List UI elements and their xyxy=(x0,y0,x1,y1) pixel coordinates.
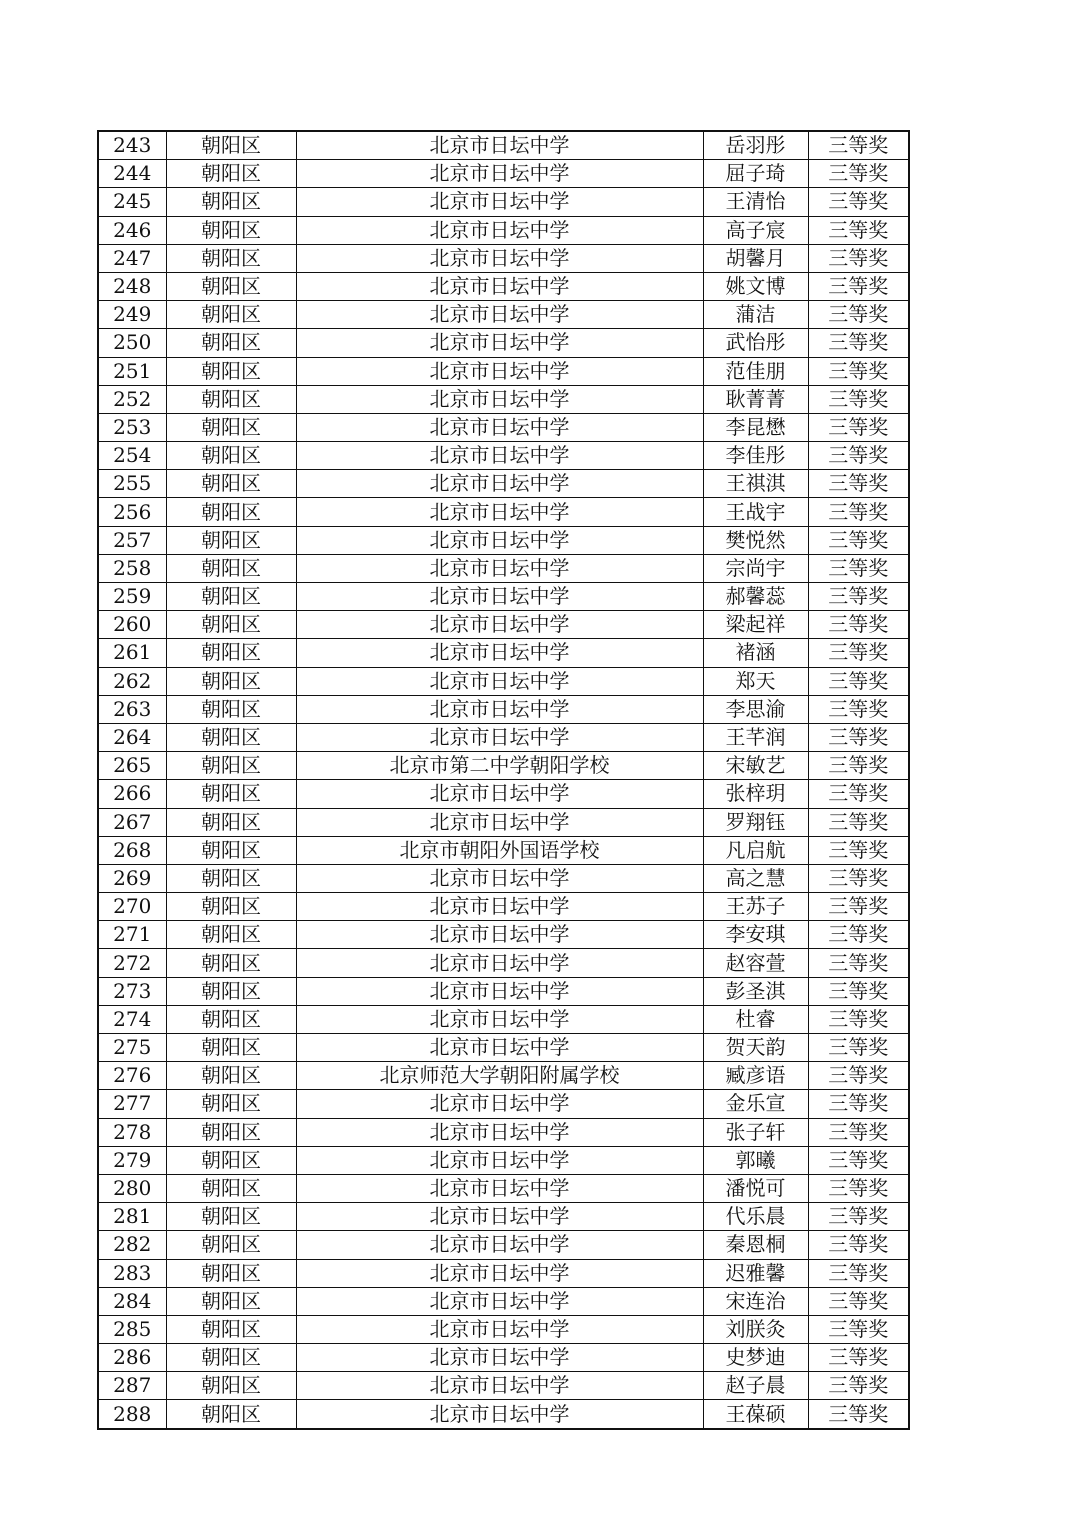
table-row xyxy=(98,1090,909,1118)
school-cell: 北京市日坛中学 xyxy=(296,1034,703,1062)
student-name-cell: 胡馨月 xyxy=(703,244,808,272)
table-row xyxy=(98,864,909,892)
district-cell: 朝阳区 xyxy=(166,752,296,780)
award-cell: 三等奖 xyxy=(808,752,909,780)
table-row xyxy=(98,977,909,1005)
row-number-cell: 254 xyxy=(98,442,166,470)
table-row xyxy=(98,752,909,780)
table-row xyxy=(98,1203,909,1231)
school-cell: 北京市日坛中学 xyxy=(296,1400,703,1429)
row-number-cell: 280 xyxy=(98,1174,166,1202)
row-number-cell: 278 xyxy=(98,1118,166,1146)
district-cell: 朝阳区 xyxy=(166,780,296,808)
table-row xyxy=(98,667,909,695)
table-row xyxy=(98,639,909,667)
award-cell: 三等奖 xyxy=(808,1062,909,1090)
table-row xyxy=(98,1034,909,1062)
student-name-cell: 王芊润 xyxy=(703,723,808,751)
district-cell: 朝阳区 xyxy=(166,188,296,216)
table-row xyxy=(98,1400,909,1429)
award-cell: 三等奖 xyxy=(808,385,909,413)
award-cell: 三等奖 xyxy=(808,554,909,582)
student-name-cell: 王战宇 xyxy=(703,498,808,526)
school-cell: 北京市日坛中学 xyxy=(296,131,703,160)
award-cell: 三等奖 xyxy=(808,413,909,441)
row-number-cell: 283 xyxy=(98,1259,166,1287)
award-table xyxy=(97,130,910,1430)
award-cell: 三等奖 xyxy=(808,611,909,639)
district-cell: 朝阳区 xyxy=(166,583,296,611)
school-cell: 北京市日坛中学 xyxy=(296,1090,703,1118)
school-cell: 北京市日坛中学 xyxy=(296,639,703,667)
district-cell: 朝阳区 xyxy=(166,216,296,244)
school-cell: 北京市日坛中学 xyxy=(296,1344,703,1372)
award-cell: 三等奖 xyxy=(808,1034,909,1062)
student-name-cell: 梁起祥 xyxy=(703,611,808,639)
table-row xyxy=(98,1259,909,1287)
school-cell: 北京市日坛中学 xyxy=(296,301,703,329)
student-name-cell: 罗翔钰 xyxy=(703,808,808,836)
award-cell: 三等奖 xyxy=(808,836,909,864)
table-row xyxy=(98,808,909,836)
school-cell: 北京市日坛中学 xyxy=(296,1259,703,1287)
table-row xyxy=(98,131,909,160)
district-cell: 朝阳区 xyxy=(166,1146,296,1174)
school-cell: 北京市日坛中学 xyxy=(296,554,703,582)
row-number-cell: 258 xyxy=(98,554,166,582)
district-cell: 朝阳区 xyxy=(166,1005,296,1033)
award-cell: 三等奖 xyxy=(808,470,909,498)
table-row xyxy=(98,780,909,808)
award-cell: 三等奖 xyxy=(808,160,909,188)
school-cell: 北京市日坛中学 xyxy=(296,498,703,526)
award-cell: 三等奖 xyxy=(808,780,909,808)
row-number-cell: 287 xyxy=(98,1372,166,1400)
award-cell: 三等奖 xyxy=(808,1400,909,1429)
district-cell: 朝阳区 xyxy=(166,442,296,470)
district-cell: 朝阳区 xyxy=(166,357,296,385)
school-cell: 北京市日坛中学 xyxy=(296,357,703,385)
row-number-cell: 251 xyxy=(98,357,166,385)
school-cell: 北京市日坛中学 xyxy=(296,1203,703,1231)
student-name-cell: 王清怡 xyxy=(703,188,808,216)
district-cell: 朝阳区 xyxy=(166,498,296,526)
row-number-cell: 256 xyxy=(98,498,166,526)
row-number-cell: 245 xyxy=(98,188,166,216)
school-cell: 北京市日坛中学 xyxy=(296,780,703,808)
school-cell: 北京师范大学朝阳附属学校 xyxy=(296,1062,703,1090)
table-row xyxy=(98,554,909,582)
district-cell: 朝阳区 xyxy=(166,836,296,864)
school-cell: 北京市日坛中学 xyxy=(296,611,703,639)
school-cell: 北京市日坛中学 xyxy=(296,272,703,300)
award-cell: 三等奖 xyxy=(808,1174,909,1202)
row-number-cell: 272 xyxy=(98,949,166,977)
award-cell: 三等奖 xyxy=(808,667,909,695)
student-name-cell: 耿菁菁 xyxy=(703,385,808,413)
school-cell: 北京市日坛中学 xyxy=(296,1315,703,1343)
table-row xyxy=(98,695,909,723)
school-cell: 北京市日坛中学 xyxy=(296,385,703,413)
school-cell: 北京市日坛中学 xyxy=(296,329,703,357)
student-name-cell: 王苏子 xyxy=(703,893,808,921)
table-row xyxy=(98,1315,909,1343)
row-number-cell: 264 xyxy=(98,723,166,751)
row-number-cell: 271 xyxy=(98,921,166,949)
award-cell: 三等奖 xyxy=(808,921,909,949)
student-name-cell: 高之慧 xyxy=(703,864,808,892)
student-name-cell: 史梦迪 xyxy=(703,1344,808,1372)
award-cell: 三等奖 xyxy=(808,1315,909,1343)
student-name-cell: 杜睿 xyxy=(703,1005,808,1033)
table-row xyxy=(98,272,909,300)
student-name-cell: 潘悦可 xyxy=(703,1174,808,1202)
row-number-cell: 247 xyxy=(98,244,166,272)
award-cell: 三等奖 xyxy=(808,808,909,836)
district-cell: 朝阳区 xyxy=(166,272,296,300)
student-name-cell: 屈子琦 xyxy=(703,160,808,188)
school-cell: 北京市日坛中学 xyxy=(296,1287,703,1315)
table-row xyxy=(98,949,909,977)
table-row xyxy=(98,583,909,611)
award-cell: 三等奖 xyxy=(808,526,909,554)
table-row xyxy=(98,921,909,949)
row-number-cell: 266 xyxy=(98,780,166,808)
school-cell: 北京市日坛中学 xyxy=(296,244,703,272)
school-cell: 北京市日坛中学 xyxy=(296,977,703,1005)
table-row xyxy=(98,1344,909,1372)
table-row xyxy=(98,723,909,751)
district-cell: 朝阳区 xyxy=(166,1062,296,1090)
student-name-cell: 李佳彤 xyxy=(703,442,808,470)
student-name-cell: 金乐宣 xyxy=(703,1090,808,1118)
award-cell: 三等奖 xyxy=(808,272,909,300)
table-row xyxy=(98,893,909,921)
district-cell: 朝阳区 xyxy=(166,1315,296,1343)
district-cell: 朝阳区 xyxy=(166,611,296,639)
student-name-cell: 臧彦语 xyxy=(703,1062,808,1090)
school-cell: 北京市日坛中学 xyxy=(296,188,703,216)
school-cell: 北京市日坛中学 xyxy=(296,442,703,470)
school-cell: 北京市日坛中学 xyxy=(296,864,703,892)
award-cell: 三等奖 xyxy=(808,1118,909,1146)
award-cell: 三等奖 xyxy=(808,1203,909,1231)
table-row xyxy=(98,216,909,244)
row-number-cell: 252 xyxy=(98,385,166,413)
student-name-cell: 郭曦 xyxy=(703,1146,808,1174)
district-cell: 朝阳区 xyxy=(166,695,296,723)
award-cell: 三等奖 xyxy=(808,357,909,385)
row-number-cell: 269 xyxy=(98,864,166,892)
row-number-cell: 276 xyxy=(98,1062,166,1090)
school-cell: 北京市日坛中学 xyxy=(296,1174,703,1202)
student-name-cell: 刘朕灸 xyxy=(703,1315,808,1343)
table-row xyxy=(98,1231,909,1259)
table-row xyxy=(98,1118,909,1146)
student-name-cell: 郑天 xyxy=(703,667,808,695)
student-name-cell: 张梓玥 xyxy=(703,780,808,808)
table-row xyxy=(98,357,909,385)
table-row xyxy=(98,470,909,498)
row-number-cell: 257 xyxy=(98,526,166,554)
student-name-cell: 樊悦然 xyxy=(703,526,808,554)
district-cell: 朝阳区 xyxy=(166,864,296,892)
table-row xyxy=(98,301,909,329)
school-cell: 北京市日坛中学 xyxy=(296,583,703,611)
award-cell: 三等奖 xyxy=(808,639,909,667)
table-row xyxy=(98,1062,909,1090)
school-cell: 北京市日坛中学 xyxy=(296,470,703,498)
student-name-cell: 褚涵 xyxy=(703,639,808,667)
award-cell: 三等奖 xyxy=(808,216,909,244)
table-row xyxy=(98,1174,909,1202)
table-row xyxy=(98,1287,909,1315)
district-cell: 朝阳区 xyxy=(166,385,296,413)
award-cell: 三等奖 xyxy=(808,301,909,329)
district-cell: 朝阳区 xyxy=(166,413,296,441)
district-cell: 朝阳区 xyxy=(166,1400,296,1429)
row-number-cell: 249 xyxy=(98,301,166,329)
student-name-cell: 代乐晨 xyxy=(703,1203,808,1231)
award-cell: 三等奖 xyxy=(808,131,909,160)
student-name-cell: 李安琪 xyxy=(703,921,808,949)
student-name-cell: 李思渝 xyxy=(703,695,808,723)
row-number-cell: 270 xyxy=(98,893,166,921)
table-row xyxy=(98,836,909,864)
student-name-cell: 秦恩桐 xyxy=(703,1231,808,1259)
student-name-cell: 蒲洁 xyxy=(703,301,808,329)
award-cell: 三等奖 xyxy=(808,977,909,1005)
student-name-cell: 武怡彤 xyxy=(703,329,808,357)
student-name-cell: 迟雅馨 xyxy=(703,1259,808,1287)
district-cell: 朝阳区 xyxy=(166,301,296,329)
award-cell: 三等奖 xyxy=(808,329,909,357)
award-cell: 三等奖 xyxy=(808,893,909,921)
district-cell: 朝阳区 xyxy=(166,1174,296,1202)
table-row xyxy=(98,413,909,441)
student-name-cell: 宋连治 xyxy=(703,1287,808,1315)
table-row xyxy=(98,611,909,639)
table-row xyxy=(98,1005,909,1033)
table-row xyxy=(98,526,909,554)
award-cell: 三等奖 xyxy=(808,1090,909,1118)
district-cell: 朝阳区 xyxy=(166,526,296,554)
student-name-cell: 高子宸 xyxy=(703,216,808,244)
award-cell: 三等奖 xyxy=(808,188,909,216)
row-number-cell: 273 xyxy=(98,977,166,1005)
table-row xyxy=(98,385,909,413)
district-cell: 朝阳区 xyxy=(166,977,296,1005)
district-cell: 朝阳区 xyxy=(166,1118,296,1146)
district-cell: 朝阳区 xyxy=(166,1231,296,1259)
district-cell: 朝阳区 xyxy=(166,1203,296,1231)
row-number-cell: 282 xyxy=(98,1231,166,1259)
award-cell: 三等奖 xyxy=(808,442,909,470)
school-cell: 北京市日坛中学 xyxy=(296,695,703,723)
school-cell: 北京市日坛中学 xyxy=(296,723,703,751)
student-name-cell: 郝馨蕊 xyxy=(703,583,808,611)
row-number-cell: 288 xyxy=(98,1400,166,1429)
student-name-cell: 范佳朋 xyxy=(703,357,808,385)
district-cell: 朝阳区 xyxy=(166,1287,296,1315)
row-number-cell: 255 xyxy=(98,470,166,498)
row-number-cell: 262 xyxy=(98,667,166,695)
school-cell: 北京市日坛中学 xyxy=(296,1005,703,1033)
row-number-cell: 281 xyxy=(98,1203,166,1231)
row-number-cell: 248 xyxy=(98,272,166,300)
table-row xyxy=(98,442,909,470)
district-cell: 朝阳区 xyxy=(166,667,296,695)
student-name-cell: 岳羽彤 xyxy=(703,131,808,160)
award-cell: 三等奖 xyxy=(808,583,909,611)
row-number-cell: 263 xyxy=(98,695,166,723)
row-number-cell: 246 xyxy=(98,216,166,244)
award-cell: 三等奖 xyxy=(808,1231,909,1259)
award-table-body xyxy=(98,131,909,1429)
row-number-cell: 260 xyxy=(98,611,166,639)
district-cell: 朝阳区 xyxy=(166,723,296,751)
district-cell: 朝阳区 xyxy=(166,554,296,582)
student-name-cell: 王祺淇 xyxy=(703,470,808,498)
school-cell: 北京市日坛中学 xyxy=(296,893,703,921)
school-cell: 北京市日坛中学 xyxy=(296,667,703,695)
award-cell: 三等奖 xyxy=(808,864,909,892)
row-number-cell: 261 xyxy=(98,639,166,667)
table-row xyxy=(98,498,909,526)
table-row xyxy=(98,160,909,188)
district-cell: 朝阳区 xyxy=(166,1259,296,1287)
table-row xyxy=(98,329,909,357)
district-cell: 朝阳区 xyxy=(166,1090,296,1118)
district-cell: 朝阳区 xyxy=(166,639,296,667)
award-cell: 三等奖 xyxy=(808,498,909,526)
award-cell: 三等奖 xyxy=(808,1146,909,1174)
row-number-cell: 268 xyxy=(98,836,166,864)
school-cell: 北京市日坛中学 xyxy=(296,216,703,244)
district-cell: 朝阳区 xyxy=(166,244,296,272)
award-cell: 三等奖 xyxy=(808,1287,909,1315)
student-name-cell: 贺天韵 xyxy=(703,1034,808,1062)
award-cell: 三等奖 xyxy=(808,695,909,723)
award-cell: 三等奖 xyxy=(808,244,909,272)
row-number-cell: 286 xyxy=(98,1344,166,1372)
row-number-cell: 275 xyxy=(98,1034,166,1062)
row-number-cell: 253 xyxy=(98,413,166,441)
row-number-cell: 267 xyxy=(98,808,166,836)
school-cell: 北京市日坛中学 xyxy=(296,1146,703,1174)
row-number-cell: 265 xyxy=(98,752,166,780)
award-cell: 三等奖 xyxy=(808,1372,909,1400)
district-cell: 朝阳区 xyxy=(166,1034,296,1062)
district-cell: 朝阳区 xyxy=(166,921,296,949)
school-cell: 北京市第二中学朝阳学校 xyxy=(296,752,703,780)
student-name-cell: 凡启航 xyxy=(703,836,808,864)
student-name-cell: 赵子晨 xyxy=(703,1372,808,1400)
school-cell: 北京市日坛中学 xyxy=(296,949,703,977)
school-cell: 北京市日坛中学 xyxy=(296,921,703,949)
award-cell: 三等奖 xyxy=(808,1344,909,1372)
table-row xyxy=(98,244,909,272)
row-number-cell: 277 xyxy=(98,1090,166,1118)
school-cell: 北京市日坛中学 xyxy=(296,1231,703,1259)
district-cell: 朝阳区 xyxy=(166,1344,296,1372)
district-cell: 朝阳区 xyxy=(166,949,296,977)
school-cell: 北京市日坛中学 xyxy=(296,808,703,836)
row-number-cell: 274 xyxy=(98,1005,166,1033)
student-name-cell: 张子轩 xyxy=(703,1118,808,1146)
school-cell: 北京市日坛中学 xyxy=(296,526,703,554)
school-cell: 北京市日坛中学 xyxy=(296,413,703,441)
school-cell: 北京市日坛中学 xyxy=(296,1372,703,1400)
row-number-cell: 279 xyxy=(98,1146,166,1174)
student-name-cell: 宗尚宇 xyxy=(703,554,808,582)
row-number-cell: 285 xyxy=(98,1315,166,1343)
student-name-cell: 赵容萱 xyxy=(703,949,808,977)
table-row xyxy=(98,1372,909,1400)
school-cell: 北京市日坛中学 xyxy=(296,160,703,188)
row-number-cell: 244 xyxy=(98,160,166,188)
award-cell: 三等奖 xyxy=(808,1005,909,1033)
district-cell: 朝阳区 xyxy=(166,808,296,836)
row-number-cell: 243 xyxy=(98,131,166,160)
student-name-cell: 宋敏艺 xyxy=(703,752,808,780)
row-number-cell: 250 xyxy=(98,329,166,357)
award-cell: 三等奖 xyxy=(808,949,909,977)
row-number-cell: 284 xyxy=(98,1287,166,1315)
school-cell: 北京市日坛中学 xyxy=(296,1118,703,1146)
student-name-cell: 彭圣淇 xyxy=(703,977,808,1005)
student-name-cell: 李昆懋 xyxy=(703,413,808,441)
student-name-cell: 王葆硕 xyxy=(703,1400,808,1429)
district-cell: 朝阳区 xyxy=(166,1372,296,1400)
award-cell: 三等奖 xyxy=(808,1259,909,1287)
district-cell: 朝阳区 xyxy=(166,160,296,188)
award-cell: 三等奖 xyxy=(808,723,909,751)
school-cell: 北京市朝阳外国语学校 xyxy=(296,836,703,864)
table-row xyxy=(98,188,909,216)
table-row xyxy=(98,1146,909,1174)
district-cell: 朝阳区 xyxy=(166,131,296,160)
district-cell: 朝阳区 xyxy=(166,329,296,357)
row-number-cell: 259 xyxy=(98,583,166,611)
district-cell: 朝阳区 xyxy=(166,470,296,498)
district-cell: 朝阳区 xyxy=(166,893,296,921)
student-name-cell: 姚文博 xyxy=(703,272,808,300)
